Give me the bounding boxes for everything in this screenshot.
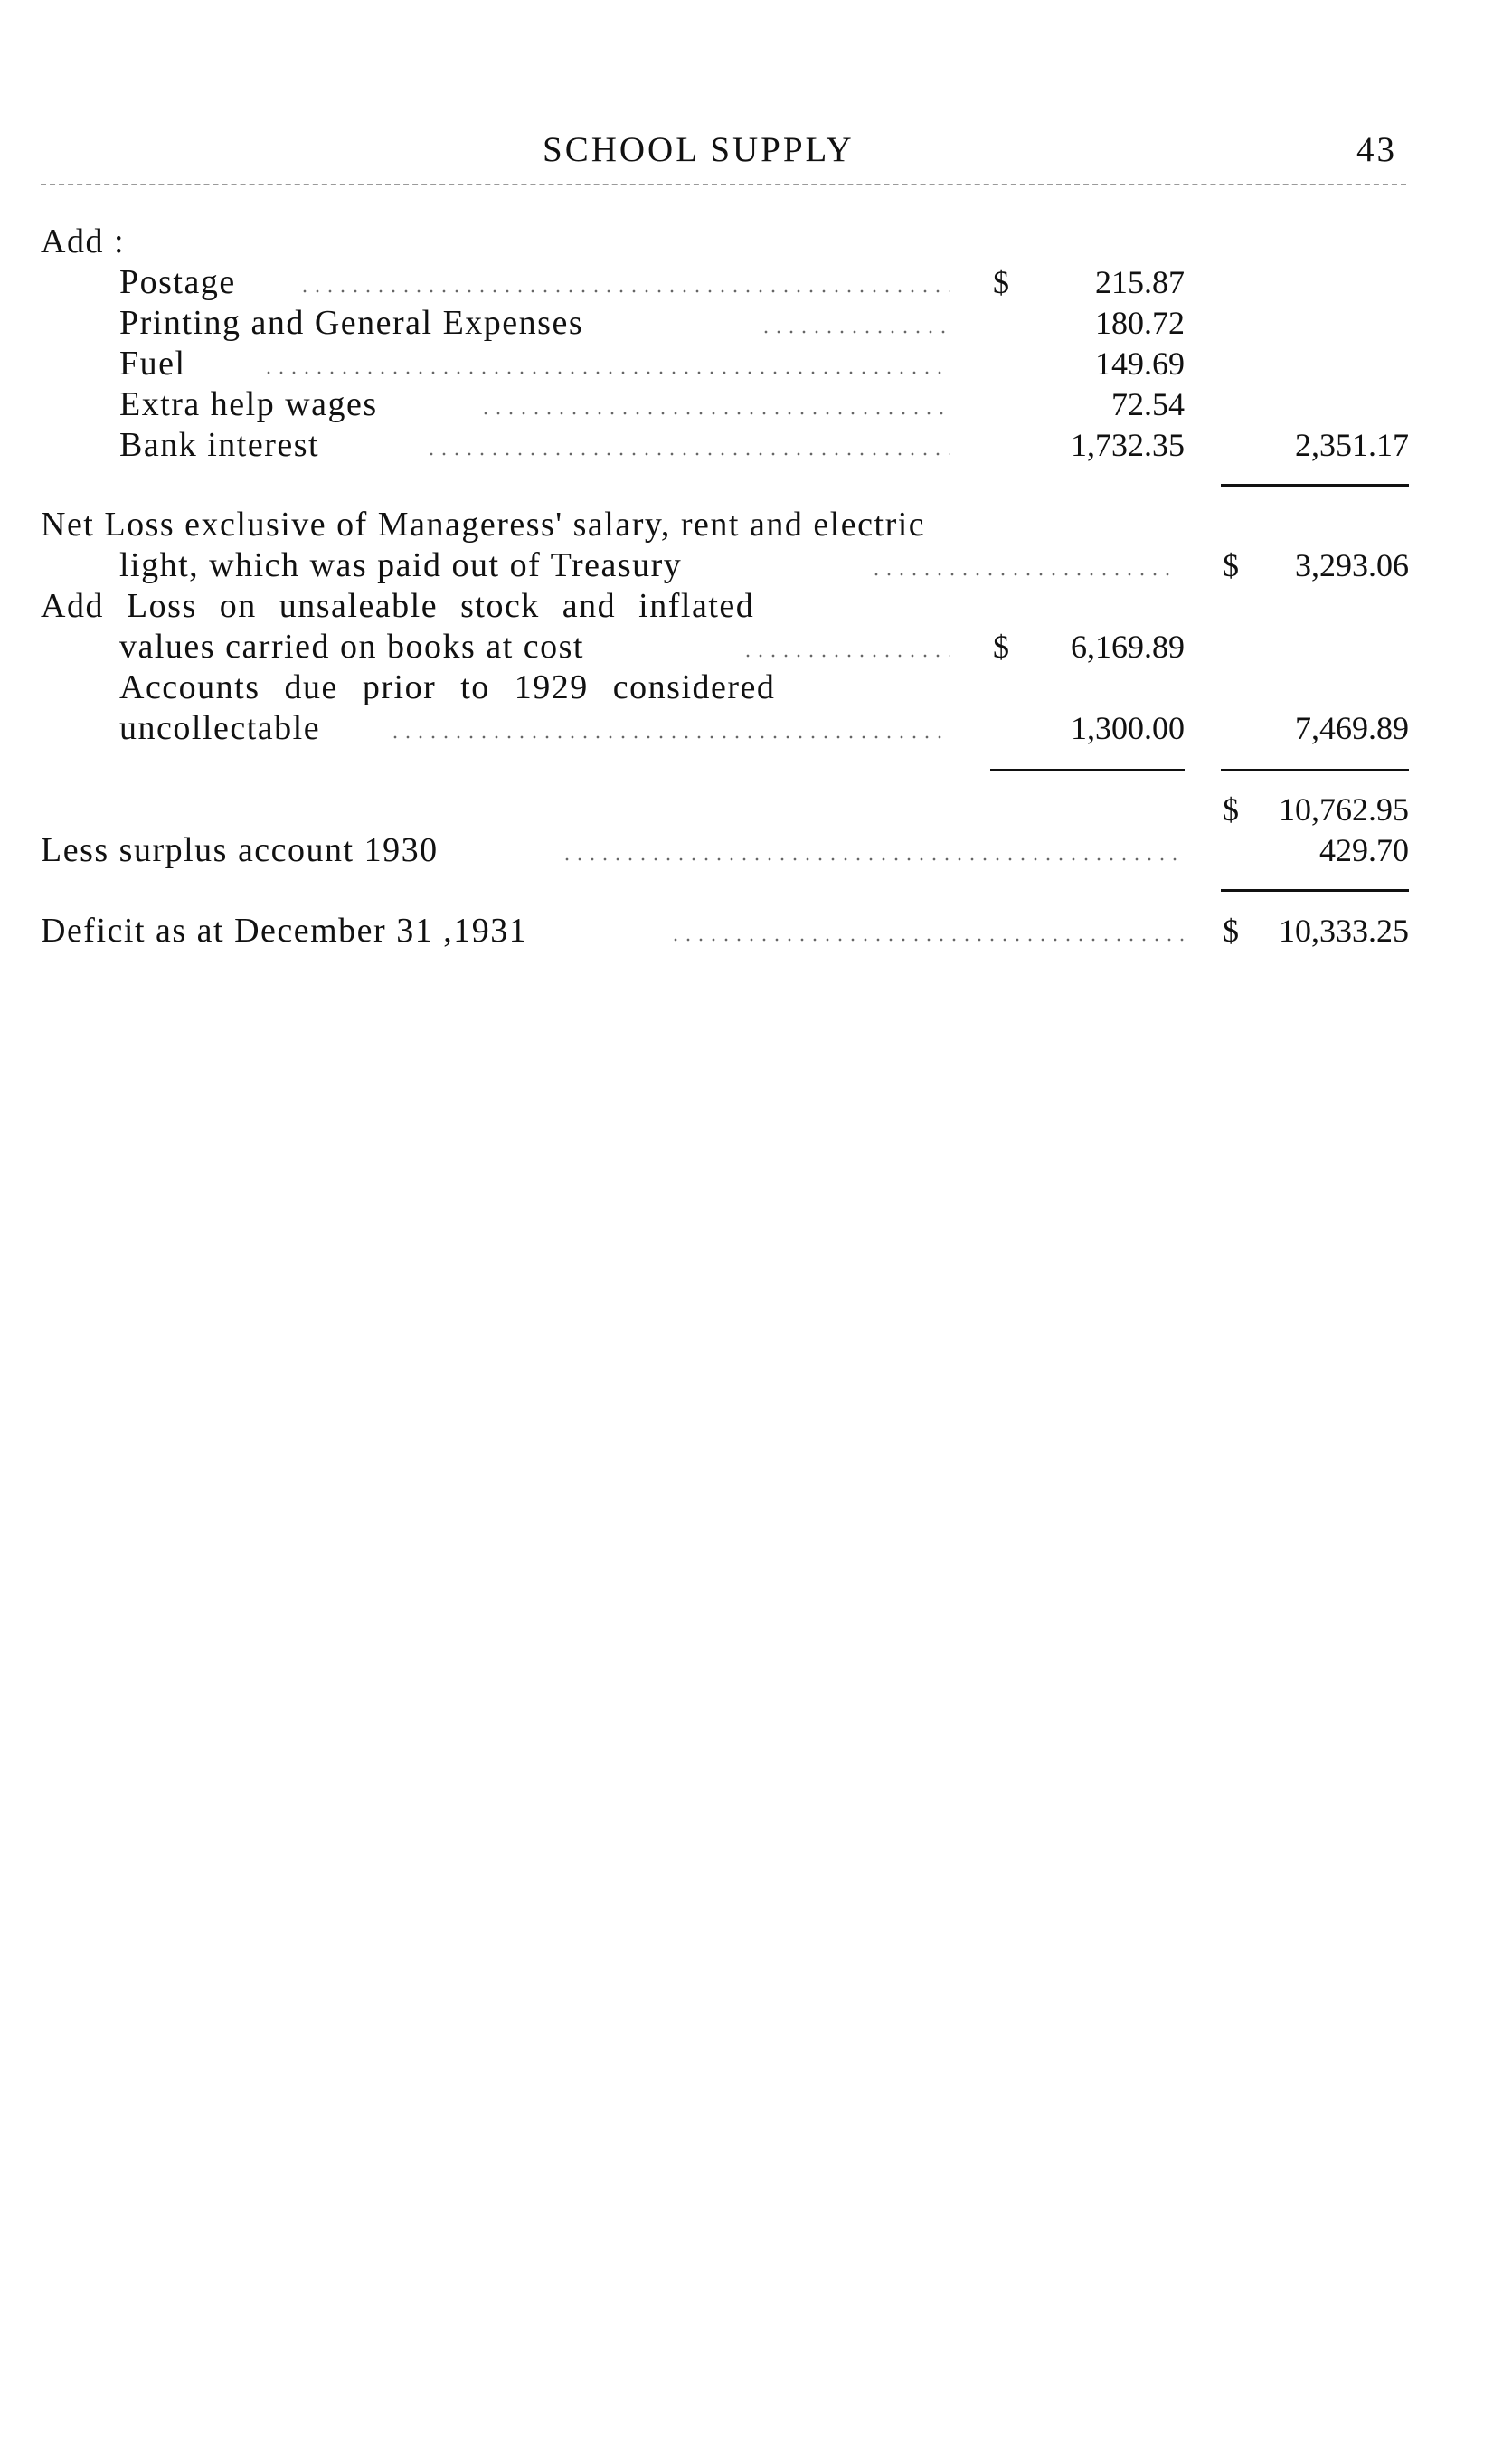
less-surplus-amount: 429.70 (1319, 832, 1409, 868)
less-surplus-label: Less surplus account 1930 (41, 831, 439, 869)
add-loss-total: 7,469.89 (1295, 710, 1409, 746)
final-rule (1221, 889, 1409, 892)
expense-label: Bank interest (119, 426, 320, 464)
expense-amount: 72.54 (1111, 386, 1185, 422)
dot-leader (298, 289, 950, 293)
currency-symbol: $ (993, 629, 1009, 665)
dot-leader (561, 857, 1185, 861)
currency-symbol: $ (1223, 547, 1239, 583)
accounts-amount: 1,300.00 (1071, 710, 1185, 746)
dot-leader (669, 938, 1185, 942)
subtotal-amount: 10,762.95 (1279, 791, 1409, 828)
net-loss-line-1: Net Loss exclusive of Manageress' salary, rent and electric (41, 506, 926, 544)
dot-leader (479, 412, 950, 415)
currency-symbol: $ (1223, 913, 1239, 949)
accounts-line-1: Accounts due prior to 1929 considered (119, 668, 776, 706)
expense-label: Fuel (119, 345, 186, 383)
add-section-total: 2,351.17 (1295, 427, 1409, 463)
currency-symbol: $ (993, 264, 1009, 300)
add-loss-line-2: values carried on books at cost (119, 628, 584, 666)
page-number: 43 (1356, 130, 1397, 169)
expense-amount: 149.69 (1095, 345, 1185, 382)
expense-amount: 180.72 (1095, 305, 1185, 341)
expense-amount: 215.87 (1095, 264, 1185, 300)
net-loss-amount: 3,293.06 (1295, 547, 1409, 583)
deficit-label: Deficit as at December 31 ,1931 (41, 912, 528, 950)
expense-label: Printing and General Expenses (119, 304, 584, 342)
dot-leader (389, 735, 950, 739)
add-heading: Add : (41, 222, 125, 260)
currency-symbol: $ (1223, 791, 1239, 828)
subtotal-rule (990, 769, 1185, 771)
expense-amount: 1,732.35 (1071, 427, 1185, 463)
net-loss-line-2: light, which was paid out of Treasury (119, 546, 683, 584)
accounts-line-2: uncollectable (119, 709, 321, 747)
total-rule (1221, 769, 1409, 771)
running-head: SCHOOL SUPPLY (543, 130, 855, 169)
total-rule (1221, 484, 1409, 487)
add-loss-line-1: Add Loss on unsaleable stock and inflated (41, 587, 755, 625)
dot-leader (262, 371, 950, 374)
dot-leader (425, 452, 950, 456)
deficit-amount: 10,333.25 (1279, 913, 1409, 949)
expense-label: Postage (119, 263, 236, 301)
stock-loss-amount: 6,169.89 (1071, 629, 1185, 665)
dot-leader (742, 654, 950, 658)
dot-leader (760, 330, 950, 334)
header-rule (41, 184, 1406, 185)
dot-leader (870, 573, 1177, 576)
expense-label: Extra help wages (119, 385, 378, 423)
